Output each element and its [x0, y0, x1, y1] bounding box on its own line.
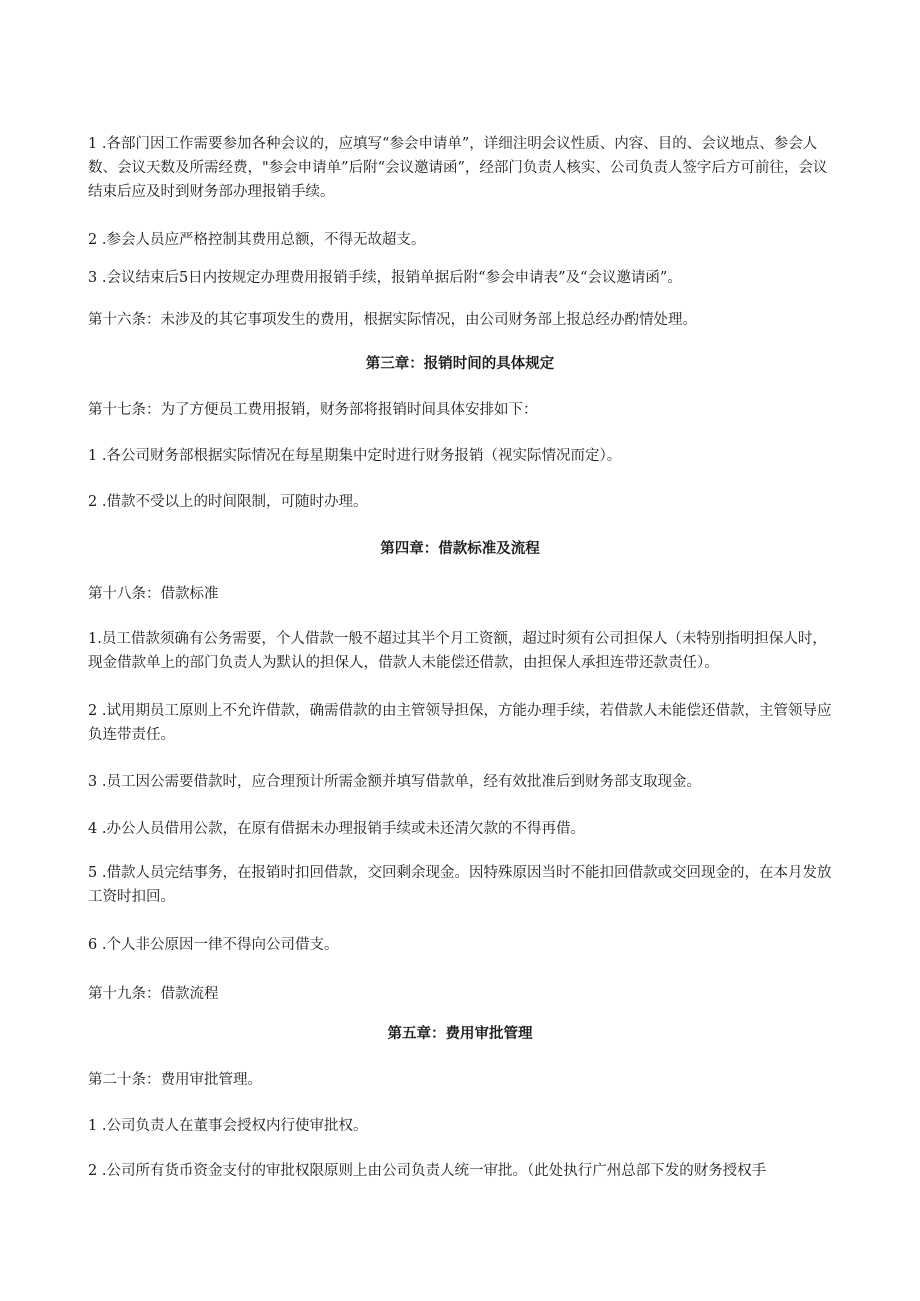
chapter-4-heading: 第四章：借款标准及流程	[380, 540, 540, 557]
paragraph-meeting-application: 1 .各部门因工作需要参加各种会议的，应填写“参会申请单”，详细注明会议性质、内容、目的、会议地点、参会人数、会议天数及所需经费，"参会申请单”后附“会议邀请函”，经部门负责人核实、公司负责人签字后方可前往，会议结束后应及时到财务部办理报销手续。	[88, 136, 828, 200]
chapter-3-heading: 第三章：报销时间的具体规定	[365, 355, 555, 372]
chapter-5-heading: 第五章：费用审批管理	[387, 1025, 533, 1042]
paragraph-article-20: 第二十条：费用审批管理。	[88, 1072, 262, 1088]
paragraph-loan-standard-3: 3 .员工因公需要借款时，应合理预计所需金额并填写借款单，经有效批准后到财务部支取现金。	[88, 774, 701, 790]
paragraph-weekly-reimbursement: 1 .各公司财务部根据实际情况在每星期集中定时进行财务报销（视实际情况而定）。	[88, 448, 622, 464]
paragraph-loan-standard-4: 4 .办公人员借用公款，在原有借据未办理报销手续或未还清欠款的不得再借。	[88, 821, 585, 837]
paragraph-meeting-cost-control: 2 .参会人员应严格控制其费用总额，不得无故超支。	[88, 232, 426, 248]
paragraph-article-17: 第十七条：为了方便员工费用报销，财务部将报销时间具体安排如下：	[88, 402, 538, 418]
paragraph-article-18: 第十八条：借款标准	[88, 586, 219, 602]
paragraph-meeting-reimbursement-deadline: 3 .会议结束后5日内按规定办理费用报销手续，报销单据后附“参会申请表”及“会议邀请函”。	[88, 270, 682, 286]
paragraph-loan-standard-6: 6 .个人非公原因一律不得向公司借支。	[88, 937, 339, 953]
paragraph-approval-1: 1 .公司负责人在董事会授权内行使审批权。	[88, 1118, 368, 1134]
paragraph-approval-2: 2 .公司所有货币资金支付的审批权限原则上由公司负责人统一审批。（此处执行广州总部下发的财务授权手	[88, 1163, 767, 1179]
paragraph-article-19: 第十九条：借款流程	[88, 986, 219, 1002]
paragraph-loan-standard-1: 1.员工借款须确有公务需要，个人借款一般不超过其半个月工资额，超过时须有公司担保人（未特别指明担保人时，现金借款单上的部门负责人为默认的担保人，借款人未能偿还借款，由担保人承担连带还款责任）。	[88, 631, 827, 671]
paragraph-article-16: 第十六条：未涉及的其它事项发生的费用，根据实际情况，由公司财务部上报总经办酌情处理。	[88, 312, 697, 328]
paragraph-loan-standard-2: 2 .试用期员工原则上不允许借款，确需借款的由主管领导担保，方能办理手续，若借款人未能偿还借款，主管领导应负连带责任。	[88, 703, 832, 743]
paragraph-loan-no-time-limit: 2 .借款不受以上的时间限制，可随时办理。	[88, 494, 368, 510]
paragraph-loan-standard-5: 5 .借款人员完结事务，在报销时扣回借款，交回剩余现金。因特殊原因当时不能扣回借款或交回现金的，在本月发放工资时扣回。	[88, 865, 832, 905]
